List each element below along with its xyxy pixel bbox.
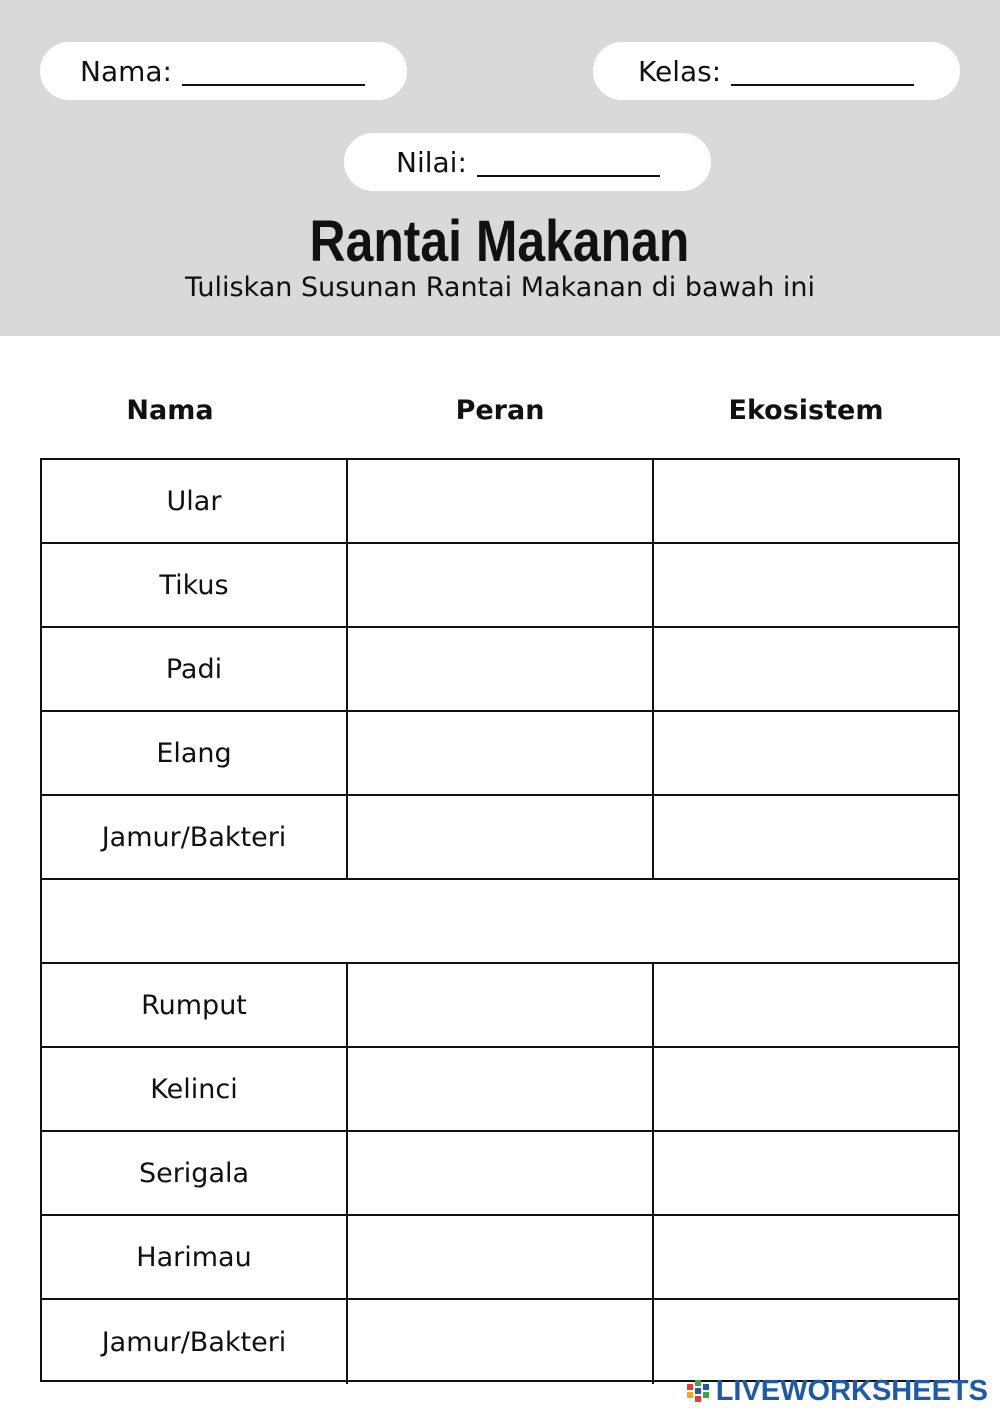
cell-ekosistem-input[interactable] bbox=[654, 1048, 958, 1130]
cell-nama: Tikus bbox=[42, 544, 348, 626]
cell-ekosistem-input[interactable] bbox=[654, 460, 958, 542]
watermark-text: LIVEWORKSHEETS bbox=[715, 1375, 988, 1407]
table-separator-row bbox=[42, 880, 958, 964]
name-field bbox=[40, 42, 407, 100]
class-label: Kelas: bbox=[638, 54, 722, 88]
header-band bbox=[0, 0, 1000, 336]
table-row bbox=[42, 1048, 958, 1132]
food-chain-table bbox=[40, 458, 960, 1382]
score-blank-line[interactable] bbox=[477, 147, 660, 177]
cell-peran-input[interactable] bbox=[348, 796, 654, 878]
table-row bbox=[42, 796, 958, 880]
column-header-peran: Peran bbox=[455, 395, 545, 426]
column-header-nama: Nama bbox=[126, 395, 214, 426]
cell-ekosistem-input[interactable] bbox=[654, 1132, 958, 1214]
score-field bbox=[344, 133, 711, 191]
cell-peran-input[interactable] bbox=[348, 1300, 654, 1384]
table-row bbox=[42, 1216, 958, 1300]
liveworksheets-logo-icon bbox=[687, 1380, 713, 1404]
cell-peran-input[interactable] bbox=[348, 460, 654, 542]
cell-ekosistem-input[interactable] bbox=[654, 796, 958, 878]
class-blank-line[interactable] bbox=[731, 56, 914, 86]
cell-nama: Elang bbox=[42, 712, 348, 794]
cell-ekosistem-input[interactable] bbox=[654, 628, 958, 710]
cell-nama: Ular bbox=[42, 460, 348, 542]
cell-nama: Harimau bbox=[42, 1216, 348, 1298]
column-header-ekosistem: Ekosistem bbox=[728, 395, 884, 426]
cell-ekosistem-input[interactable] bbox=[654, 1300, 958, 1384]
cell-peran-input[interactable] bbox=[348, 1216, 654, 1298]
page-subtitle: Tuliskan Susunan Rantai Makanan di bawah ini bbox=[184, 272, 816, 303]
cell-peran-input[interactable] bbox=[348, 544, 654, 626]
liveworksheets-watermark[interactable] bbox=[687, 1375, 988, 1408]
cell-peran-input[interactable] bbox=[348, 964, 654, 1046]
score-label: Nilai: bbox=[396, 145, 467, 179]
name-blank-line[interactable] bbox=[182, 56, 365, 86]
cell-ekosistem-input[interactable] bbox=[654, 964, 958, 1046]
cell-nama: Padi bbox=[42, 628, 348, 710]
cell-nama: Rumput bbox=[42, 964, 348, 1046]
table-row bbox=[42, 544, 958, 628]
cell-nama: Kelinci bbox=[42, 1048, 348, 1130]
cell-ekosistem-input[interactable] bbox=[654, 1216, 958, 1298]
cell-peran-input[interactable] bbox=[348, 1048, 654, 1130]
cell-ekosistem-input[interactable] bbox=[654, 544, 958, 626]
cell-peran-input[interactable] bbox=[348, 628, 654, 710]
cell-peran-input[interactable] bbox=[348, 1132, 654, 1214]
separator-cell bbox=[42, 880, 958, 962]
table-row bbox=[42, 628, 958, 712]
cell-nama: Serigala bbox=[42, 1132, 348, 1214]
cell-nama: Jamur/Bakteri bbox=[42, 1300, 348, 1384]
table-row bbox=[42, 712, 958, 796]
name-label: Nama: bbox=[80, 54, 172, 88]
cell-ekosistem-input[interactable] bbox=[654, 712, 958, 794]
table-row bbox=[42, 964, 958, 1048]
table-row bbox=[42, 1132, 958, 1216]
table-row bbox=[42, 1300, 958, 1384]
page-title: Rantai Makanan bbox=[309, 209, 690, 274]
cell-peran-input[interactable] bbox=[348, 712, 654, 794]
table-row bbox=[42, 460, 958, 544]
class-field bbox=[593, 42, 960, 100]
cell-nama: Jamur/Bakteri bbox=[42, 796, 348, 878]
